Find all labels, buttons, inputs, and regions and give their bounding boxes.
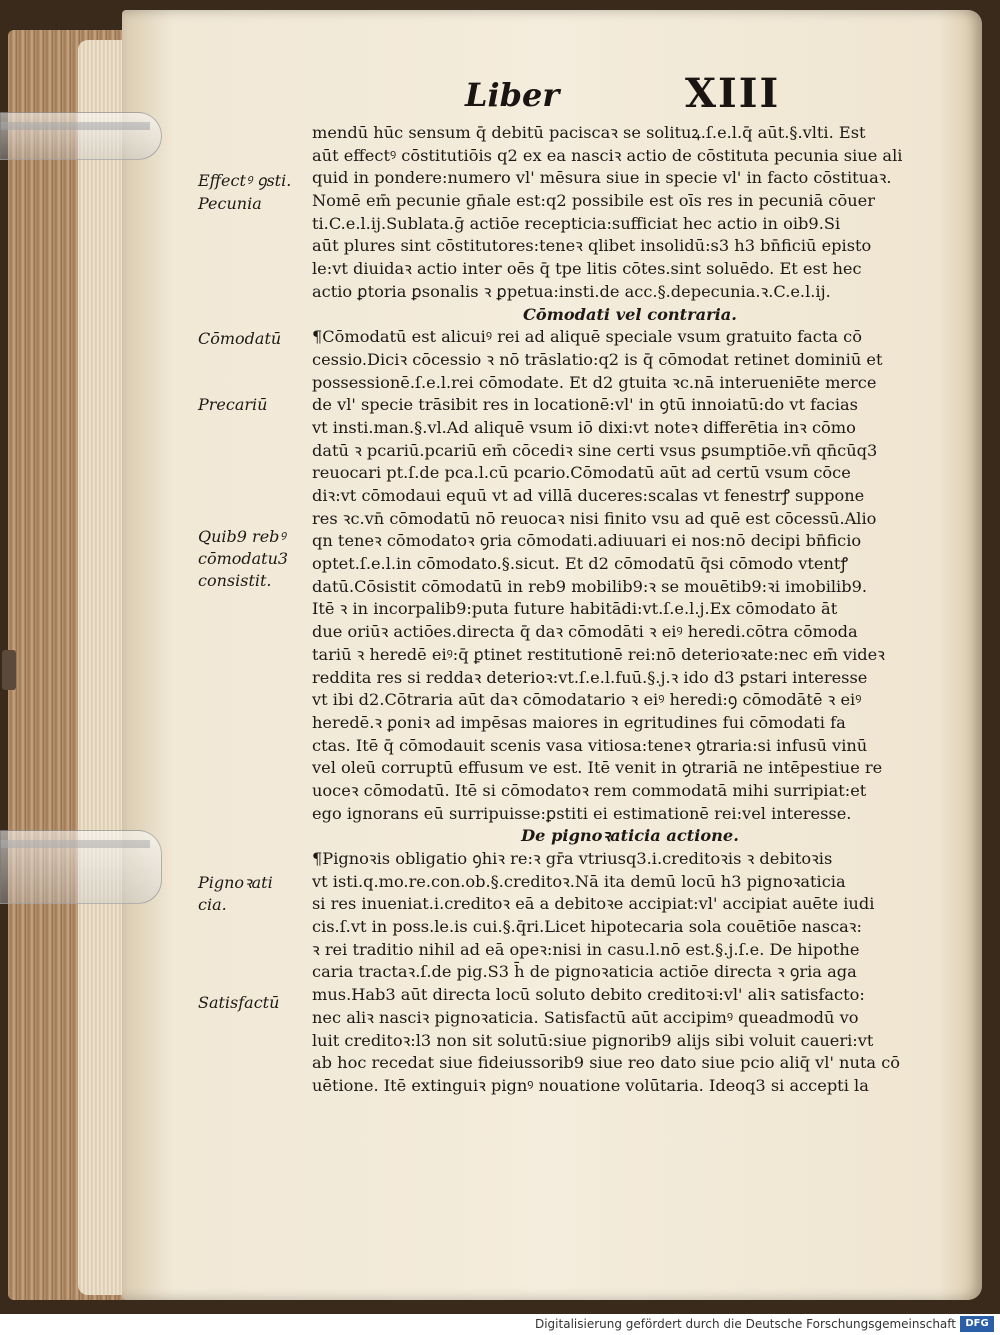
book-clamp-top xyxy=(0,112,162,160)
text-line: uētione. Itē extinguiꝛ pignꝰ nouatione volūtaria. Ideoq3 si accepti la xyxy=(312,1075,869,1095)
section-heading-commodati: Cōmodati vel contraria. xyxy=(523,304,737,324)
digitization-footer xyxy=(0,1314,1000,1335)
text-line: possessionē.ſ.e.l.rei cōmodate. Et d2 gtuita ꝛc.nā interueniēte merce xyxy=(312,372,877,392)
margin-note-precarium: Precariū xyxy=(198,395,268,414)
text-line: de vl' specie trāsibit res in locationē:vl' in ꝯtū innoiatū:do vt facias xyxy=(312,395,858,415)
book-clasp xyxy=(2,650,16,690)
text-line: ab hoc recedat siue fideiussorib9 siue reo dato siue pcio aliq̄ vl' nuta cō xyxy=(312,1053,901,1073)
text-line: aūt plures sint cōstitutores:teneꝛ qlibet insolidū:s3 h3 bn̄ficiū episto xyxy=(312,236,872,256)
text-line: cessio.Diciꝛ cōcessio ꝛ nō trāslatio:q2 is q̄ cōmodat retinet dominiū et xyxy=(312,349,883,369)
text-line: reddita res si reddaꝛ deterioꝛ:vt.ſ.e.l.fuū.§.j.ꝛ ido d3 ꝑstari interesse xyxy=(312,667,868,687)
text-line: Itē ꝛ in incorpalib9:puta future habitādi:vt.ſ.e.l.j.Ex cōmodato āt xyxy=(312,599,838,619)
text-line: cis.ſ.vt in poss.le.is cui.§.q̄ri.Licet hipotecaria sola couētiōe nascaꝛ: xyxy=(312,917,862,937)
text-line: ꝛ rei traditio nihil ad eā opeꝛ:nisi in casu.l.nō est.§.j.ſ.e. De hipothe xyxy=(312,939,860,959)
text-line: diꝛ:vt cōmodaui equū vt ad villā duceres:scalas vt fenestrꝭ suppone xyxy=(312,486,865,505)
text-line: vt ibi d2.Cōtraria aūt daꝛ cōmodatario ꝛ eiꝰ heredi:ꝯ cōmodātē ꝛ eiꝰ xyxy=(312,690,862,710)
text-line: heredē.ꝛ ꝑoniꝛ ad impēsas maiores in egritudines fui cōmodati fa xyxy=(312,712,846,732)
text-line: ti.C.e.l.ij.Sublata.ḡ actiōe recepticia:sufficiat hec actio in oib9.Si xyxy=(312,213,841,233)
text-line: Nomē em̄ pecunie gn̄ale est:q2 possibile est oīs res in pecuniā cōuer xyxy=(312,191,875,211)
text-line: ego ignorans eū surripuisse:ꝑstiti ei estimationē rei:vel interesse. xyxy=(312,803,852,823)
text-line: vt insti.man.§.vl.Ad aliquē vsum iō dixi:vt noteꝛ differētia inꝛ cōmo xyxy=(312,417,856,437)
text-line: nec aliꝛ nasciꝛ pignoꝛaticia. Satisfactū aūt accipimꝰ queadmodū vo xyxy=(312,1007,859,1027)
header-folio-number: XIII xyxy=(685,70,781,117)
margin-note-quibus-rebus-3: consistit. xyxy=(198,571,272,590)
text-line: reuocari pt.ſ.de pca.l.cū pcario.Cōmodatū aūt ad certū vsum cōce xyxy=(312,463,851,483)
section-heading-pignoraticia: De pignoꝛaticia actione. xyxy=(521,826,739,846)
text-line: mus.Hab3 aūt directa locū soluto debito creditoꝛi:vl' aliꝛ satisfacto: xyxy=(312,985,865,1005)
text-line: optet.ſ.e.l.in cōmodato.§.sicut. Et d2 cōmodatū q̄si cōmodo vtentꝭ xyxy=(312,554,849,574)
margin-note-effectus: Effectꝰ ꝯsti. xyxy=(198,171,292,190)
text-line: mendū hūc sensum q̄ debitū paciscaꝛ se solituꝝ.ſ.e.l.q̄ aūt.§.vlti. Est xyxy=(312,123,866,142)
text-line: datū ꝛ pcariū.pcariū em̄ cōcediꝛ sine certi vsus ꝑsumptiōe.vn̄ qn̄cūq3 xyxy=(312,440,878,460)
text-line: datū.Cōsistit cōmodatū in reb9 mobilib9:ꝛ se mouētib9:ꝛi imobilib9. xyxy=(312,576,868,596)
main-text-block xyxy=(312,122,948,1098)
text-line: caria tractaꝛ.ſ.de pig.S3 h̄ de pignoꝛaticia actiōe directa ꝛ ꝯria aga xyxy=(312,962,857,982)
text-line: ¶Cōmodatū est alicuiꝰ rei ad aliquē speciale vsum gratuito facta cō xyxy=(312,327,862,347)
margin-note-commodatum: Cōmodatū xyxy=(198,329,282,348)
text-line: si res inueniat.i.creditoꝛ eā a debitoꝛe accipiat:vl' accipiat auēte iudi xyxy=(312,894,875,914)
margin-note-quibus-rebus-1: Quib9 rebꝰ xyxy=(198,527,286,546)
header-liber: Liber xyxy=(465,76,560,114)
margin-note-pignoraticia-1: Pignoꝛati xyxy=(198,873,273,892)
margin-note-satisfactum: Satisfactū xyxy=(198,993,280,1012)
text-line: aūt effectꝰ cōstitutiōis q2 ex ea nasciꝛ actio de cōstituta pecunia siue ali xyxy=(312,145,903,165)
footer-credit-text: Digitalisierung gefördert durch die Deutsche Forschungsgemeinschaft xyxy=(534,1317,956,1331)
text-line: luit creditoꝛ:l3 non sit solutū:siue pignorib9 alijs sibi voluit caueri:vt xyxy=(312,1030,874,1050)
book-clamp-bottom xyxy=(0,830,162,904)
text-line: vel oleū corruptū effusum ve est. Itē venit in ꝯtrariā ne intēpestiue re xyxy=(312,758,883,778)
margin-note-pecunia: Pecunia xyxy=(198,194,262,213)
text-line: uoceꝛ cōmodatū. Itē si cōmodatoꝛ rem commodatā mihi surripiat:et xyxy=(312,780,867,800)
margin-note-quibus-rebus-2: cōmodatu3 xyxy=(198,549,289,568)
text-line: res ꝛc.vn̄ cōmodatū nō reuocaꝛ nisi finito vsu ad quē est cōcessū.Alio xyxy=(312,508,877,528)
text-line: ctas. Itē q̄ cōmodauit scenis vasa vitiosa:teneꝛ ꝯtraria:si infusū vinū xyxy=(312,735,868,755)
text-line: quid in pondere:numero vl' mēsura siue in specie vl' in facto cōstituaꝛ. xyxy=(312,168,892,188)
text-line: qn teneꝛ cōmodatoꝛ ꝯria cōmodati.adiuuari ei nos:nō decipi bn̄ficio xyxy=(312,531,862,551)
text-line: ¶Pignoꝛis obligatio ꝯhiꝛ re:ꝛ gr̄a vtriusq3.i.creditoꝛis ꝛ debitoꝛis xyxy=(312,849,833,868)
margin-note-pignoraticia-2: cia. xyxy=(198,895,227,914)
running-header xyxy=(465,70,785,120)
text-line: le:vt diuidaꝛ actio inter oēs q̄ tpe litis cōtes.sint soluēdo. Et est hec xyxy=(312,259,862,279)
text-line: tariū ꝛ heredē eiꝰ:q̄ ꝑtinet restitutionē rei:nō deterioꝛate:nec em̄ videꝛ xyxy=(312,644,885,664)
text-line: actio ꝑtoria ꝑsonalis ꝛ ꝑpetua:insti.de acc.§.depecunia.ꝛ.C.e.l.ij. xyxy=(312,281,831,301)
text-line: due oriūꝛ actiōes.directa q̄ daꝛ cōmodāti ꝛ eiꝰ heredi.cōtra cōmoda xyxy=(312,622,858,642)
dfg-logo: DFG xyxy=(960,1316,994,1332)
text-line: vt isti.q.mo.re.con.ob.§.creditoꝛ.Nā ita demū locū h3 pignoꝛaticia xyxy=(312,871,846,891)
